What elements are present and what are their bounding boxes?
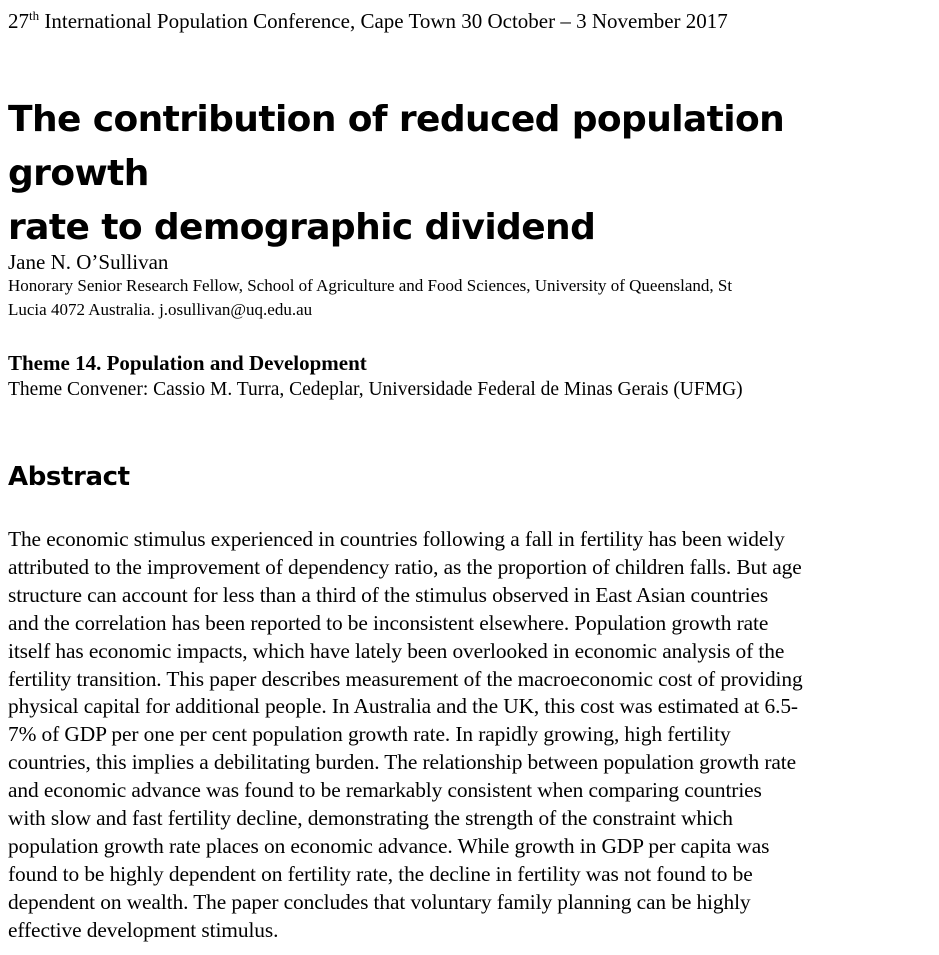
affiliation-line-2: Lucia 4072 Australia. j.osullivan@uq.edu.au	[8, 300, 313, 319]
abstract-heading: Abstract	[8, 462, 130, 492]
abstract-line: found to be highly dependent on fertility rate, the decline in fertility was not found to be	[8, 861, 753, 886]
conference-ordinal-number: 27	[8, 9, 29, 33]
abstract-body	[8, 526, 933, 945]
affiliation-line-1: Honorary Senior Research Fellow, School of Agriculture and Food Sciences, University of Queensland, St	[8, 276, 733, 295]
conference-header-text: International Population Conference, Cape Town 30 October – 3 November 2017	[39, 9, 728, 33]
abstract-line: population growth rate places on economic advance. While growth in GDP per capita was	[8, 833, 770, 858]
abstract-line: dependent on wealth. The paper concludes that voluntary family planning can be highly	[8, 889, 751, 914]
abstract-line: 7% of GDP per one per cent population growth rate. In rapidly growing, high fertility	[8, 722, 731, 747]
abstract-line: with slow and fast fertility decline, demonstrating the strength of the constraint which	[8, 806, 733, 831]
abstract-line: and economic advance was found to be remarkably consistent when comparing countries	[8, 778, 762, 803]
author-affiliation	[8, 274, 908, 322]
abstract-line: structure can account for less than a third of the stimulus observed in East Asian countries	[8, 582, 769, 607]
abstract-line: physical capital for additional people. In Australia and the UK, this cost was estimated at 6.5-	[8, 694, 798, 719]
theme-convener: Theme Convener: Cassio M. Turra, Cedeplar, Universidade Federal de Minas Gerais (UFMG)	[8, 379, 743, 400]
theme-title: Theme 14. Population and Development	[8, 351, 367, 375]
abstract-line: effective development stimulus.	[8, 917, 279, 942]
abstract-line: and the correlation has been reported to be inconsistent elsewhere. Population growth rate	[8, 610, 769, 635]
abstract-line: countries, this implies a debilitating burden. The relationship between population growth rate	[8, 750, 797, 775]
paper-title-line-1: The contribution of reduced population growth	[8, 99, 785, 194]
abstract-line: itself has economic impacts, which have lately been overlooked in economic analysis of the	[8, 638, 785, 663]
author-name: Jane N. O’Sullivan	[8, 250, 169, 274]
paper-title-line-2: rate to demographic dividend	[8, 207, 596, 248]
conference-ordinal-suffix: th	[29, 8, 40, 23]
abstract-line: fertility transition. This paper describes measurement of the macroeconomic cost of providing	[8, 666, 803, 691]
conference-header	[8, 8, 728, 37]
paper-title	[8, 93, 933, 255]
abstract-line: The economic stimulus experienced in countries following a fall in fertility has been widely	[8, 527, 785, 551]
abstract-line: attributed to the improvement of dependency ratio, as the proportion of children falls. But age	[8, 554, 802, 579]
